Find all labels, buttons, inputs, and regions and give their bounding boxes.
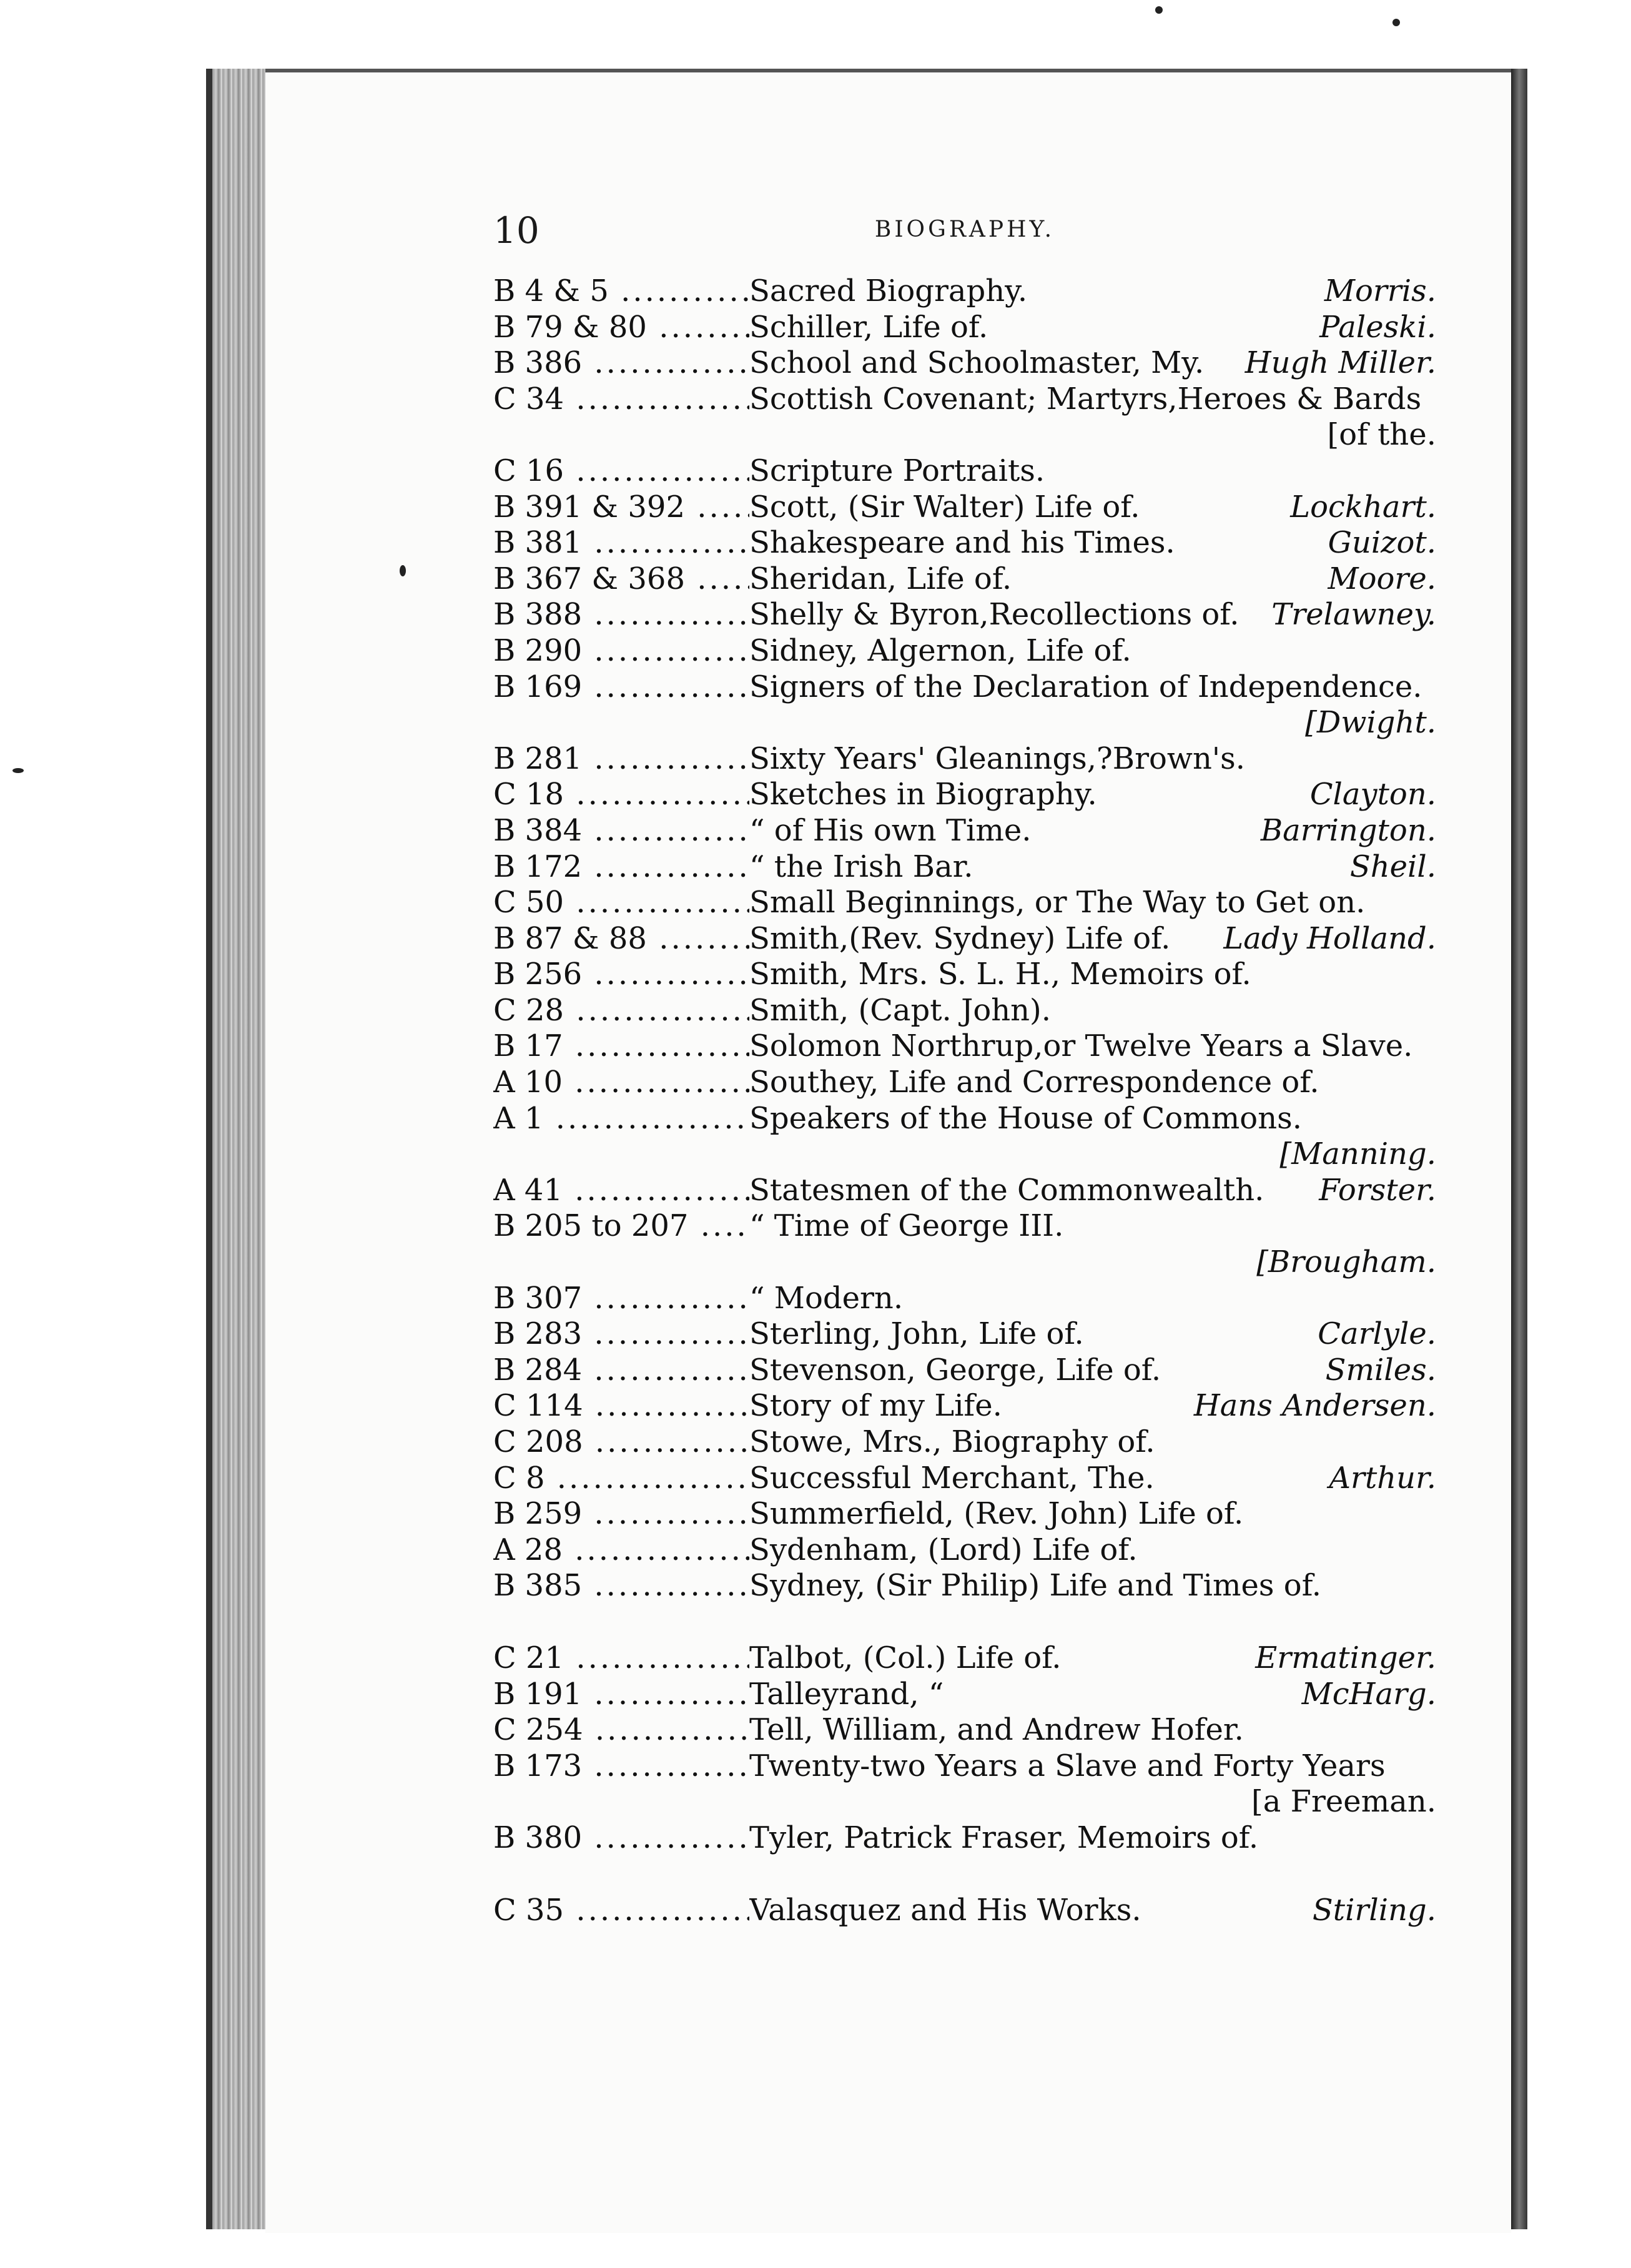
catalogue-entry (493, 1640, 1436, 1677)
catalogue-entry (493, 633, 1436, 669)
entry-title: Stowe, Mrs., Biography of. (749, 1424, 1155, 1459)
call-number: B 284 ..... (493, 1353, 749, 1389)
catalogue-entry (493, 1316, 1436, 1353)
catalogue-entry (493, 453, 1436, 490)
call-number: B 259 ..... (493, 1496, 749, 1532)
catalogue-entry (493, 705, 1436, 741)
call-number: B 367 & 368 ..... (493, 561, 749, 598)
entry-title: Shakespeare and his Times. (749, 525, 1175, 561)
entry-author: Stirling. (1308, 1893, 1436, 1929)
entry-title: Smith, Mrs. S. L. H., Memoirs of. (749, 957, 1251, 992)
call-number: C 16 ..... (493, 453, 749, 490)
entry-title: “ of His own Time. (749, 812, 1032, 848)
entry-author: Lady Holland. (1218, 921, 1436, 957)
call-number: B 381 ..... (493, 525, 749, 561)
entry-title: Small Beginnings, or The Way to Get on. (749, 885, 1366, 920)
scan-margin-right (1527, 0, 1631, 2268)
entry-author: Barrington. (1256, 813, 1436, 849)
call-number: C 50 ..... (493, 885, 749, 921)
entry-title: Successful Merchant, The. (749, 1460, 1155, 1496)
book-gutter (1511, 69, 1527, 2229)
catalogue-entry (493, 1677, 1436, 1713)
catalogue-entry (493, 993, 1436, 1029)
call-number: B 386 ..... (493, 345, 749, 382)
entry-author: Moore. (1323, 561, 1436, 598)
catalogue-entry (493, 957, 1436, 993)
call-number: A 1 ..... (493, 1101, 749, 1137)
entry-title: Shelly & Byron,Recollections of. (749, 597, 1239, 633)
catalogue-entry (493, 1461, 1436, 1497)
entry-author: Hans Andersen. (1189, 1388, 1436, 1424)
catalogue-entry (493, 1748, 1436, 1785)
running-head: BIOGRAPHY. (874, 217, 1055, 242)
catalogue-entry (493, 777, 1436, 813)
entry-continuation: [Dwight. (1305, 705, 1436, 741)
catalogue-entry (493, 490, 1436, 526)
call-number: C 21 ..... (493, 1640, 749, 1677)
catalogue-entry (493, 1281, 1436, 1317)
entry-continuation: [a Freeman. (1251, 1784, 1436, 1820)
entry-continuation: [of the. (1327, 417, 1436, 453)
call-number: B 391 & 392 ..... (493, 490, 749, 526)
entry-author: Hugh Miller. (1240, 345, 1436, 382)
catalogue-entry (493, 274, 1436, 310)
scan-speck (1392, 19, 1400, 26)
entry-title: Talbot, (Col.) Life of. (749, 1640, 1062, 1675)
call-number: C 35 ..... (493, 1893, 749, 1929)
entry-author: Ermatinger. (1250, 1640, 1436, 1677)
entry-author: Morris. (1319, 274, 1436, 310)
call-number: B 290 ..... (493, 633, 749, 669)
catalogue-entry (493, 310, 1436, 346)
entry-author: Forster. (1314, 1173, 1436, 1209)
entry-title: Twenty-two Years a Slave and Forty Years (749, 1748, 1386, 1783)
entry-title: Tell, William, and Andrew Hofer. (749, 1712, 1244, 1748)
catalogue-entry (493, 1101, 1436, 1137)
catalogue-entry (493, 1893, 1436, 1929)
entry-author: Lockhart. (1285, 490, 1436, 526)
call-number: C 28 ..... (493, 993, 749, 1029)
catalogue-entry (493, 885, 1436, 921)
entry-author: Smiles. (1321, 1353, 1436, 1389)
catalogue-entry (493, 1208, 1436, 1245)
section-gap (493, 1604, 1436, 1640)
catalogue-entry (493, 382, 1436, 418)
entry-title: Speakers of the House of Commons. (749, 1100, 1302, 1136)
scan-speck (400, 565, 406, 576)
catalogue-entry (493, 1136, 1436, 1173)
entry-title: Solomon Northrup,or Twelve Years a Slave. (749, 1028, 1413, 1064)
entry-title: Sheridan, Life of. (749, 561, 1012, 596)
entry-title: Sidney, Algernon, Life of. (749, 633, 1131, 668)
entry-title: Sacred Biography. (749, 274, 1028, 308)
catalogue-entry (493, 921, 1436, 957)
entry-title: Statesmen of the Commonwealth. (749, 1172, 1264, 1208)
catalogue-entry (493, 345, 1436, 382)
entry-title: Sketches in Biography. (749, 777, 1097, 812)
catalogue-entry (493, 417, 1436, 453)
call-number: B 256 ..... (493, 957, 749, 993)
entry-title: Scott, (Sir Walter) Life of. (749, 489, 1140, 525)
catalogue-entry (493, 669, 1436, 706)
call-number: C 34 ..... (493, 382, 749, 418)
catalogue-entry (493, 597, 1436, 633)
call-number: B 384 ..... (493, 813, 749, 849)
entry-author: Sheil. (1345, 849, 1436, 885)
call-number: A 28 ..... (493, 1532, 749, 1569)
call-number: B 307 ..... (493, 1281, 749, 1317)
entry-title: Smith,(Rev. Sydney) Life of. (749, 920, 1171, 956)
call-number: C 8 ..... (493, 1461, 749, 1497)
catalogue-entry (493, 1353, 1436, 1389)
entry-title: Smith, (Capt. John). (749, 992, 1052, 1028)
entry-title: Summerfield, (Rev. John) Life of. (749, 1496, 1244, 1532)
catalogue-entry (493, 525, 1436, 561)
entry-author: McHarg. (1297, 1677, 1436, 1713)
call-number: B 4 & 5 ..... (493, 274, 749, 310)
entry-title: Sixty Years' Gleanings,?Brown's. (749, 741, 1245, 776)
book-page-edges (206, 69, 272, 2229)
call-number: C 208 ..... (493, 1424, 749, 1461)
call-number: B 87 & 88 ..... (493, 921, 749, 957)
call-number: A 41 ..... (493, 1173, 749, 1209)
call-number: C 254 ..... (493, 1712, 749, 1748)
entry-title: “ Modern. (749, 1280, 904, 1316)
call-number: B 283 ..... (493, 1316, 749, 1353)
call-number: B 281 ..... (493, 741, 749, 777)
call-number: B 172 ..... (493, 849, 749, 885)
entry-title: Sydney, (Sir Philip) Life and Times of. (749, 1568, 1322, 1604)
entry-author: Guizot. (1323, 525, 1436, 561)
catalogue-entry (493, 741, 1436, 777)
catalogue-entry (493, 1028, 1436, 1065)
entry-title: Signers of the Declaration of Independence. (749, 669, 1422, 704)
entry-title: Sterling, John, Life of. (749, 1316, 1084, 1352)
entry-title: Tyler, Patrick Fraser, Memoirs of. (749, 1820, 1259, 1855)
entry-continuation: [Manning. (1279, 1136, 1436, 1172)
entry-title: Stevenson, George, Life of. (749, 1352, 1161, 1388)
page-header (493, 209, 1436, 253)
scan-speck (12, 768, 24, 773)
catalogue-entry (493, 1568, 1436, 1604)
catalogue-entry (493, 1712, 1436, 1748)
entry-title: Valasquez and His Works. (749, 1892, 1141, 1928)
call-number: C 114 ..... (493, 1388, 749, 1424)
call-number: B 191 ..... (493, 1677, 749, 1713)
catalogue-entry (493, 1532, 1436, 1569)
catalogue-entry (493, 1424, 1436, 1461)
section-gap (493, 1856, 1436, 1893)
catalogue-entry (493, 1496, 1436, 1532)
call-number: B 380 ..... (493, 1820, 749, 1856)
entry-title: Sydenham, (Lord) Life of. (749, 1532, 1138, 1567)
catalogue-entry (493, 1245, 1436, 1281)
call-number: B 385 ..... (493, 1568, 749, 1604)
entry-title: Story of my Life. (749, 1388, 1002, 1424)
call-number: B 79 & 80 ..... (493, 310, 749, 346)
page-number: 10 (493, 209, 540, 252)
catalogue-entry (493, 1784, 1436, 1820)
catalogue-entries (493, 274, 1436, 1928)
entry-title: Schiller, Life of. (749, 309, 988, 345)
call-number: B 173 ..... (493, 1748, 749, 1785)
entry-title: School and Schoolmaster, My. (749, 345, 1205, 381)
call-number: B 169 ..... (493, 669, 749, 706)
call-number: B 205 to 207 ..... (493, 1208, 749, 1245)
entry-author: Paleski. (1314, 310, 1436, 346)
scan-speck (1155, 6, 1163, 14)
call-number: B 17 ..... (493, 1028, 749, 1065)
entry-title: Scottish Covenant; Martyrs,Heroes & Bards (749, 381, 1422, 417)
entry-author: Trelawney. (1266, 597, 1436, 633)
entry-author: Arthur. (1324, 1461, 1436, 1497)
catalogue-entry (493, 1820, 1436, 1856)
entry-continuation: [Brougham. (1256, 1245, 1436, 1280)
entry-title: Scripture Portraits. (749, 453, 1045, 488)
entry-title: “ Time of George III. (749, 1208, 1064, 1244)
catalogue-entry (493, 1388, 1436, 1424)
entry-title: Talleyrand, “ (749, 1676, 944, 1712)
call-number: A 10 ..... (493, 1065, 749, 1101)
entry-author: Clayton. (1305, 777, 1436, 813)
entry-author: Carlyle. (1313, 1316, 1436, 1353)
catalogue-entry (493, 813, 1436, 849)
entry-title: “ the Irish Bar. (749, 849, 973, 884)
call-number: C 18 ..... (493, 777, 749, 813)
catalogue-entry (493, 1065, 1436, 1101)
scan-margin-left (0, 0, 206, 2268)
entry-title: Southey, Life and Correspondence of. (749, 1065, 1319, 1100)
catalogue-entry (493, 1173, 1436, 1209)
call-number: B 388 ..... (493, 597, 749, 633)
catalogue-entry (493, 849, 1436, 885)
catalogue-entry (493, 561, 1436, 598)
